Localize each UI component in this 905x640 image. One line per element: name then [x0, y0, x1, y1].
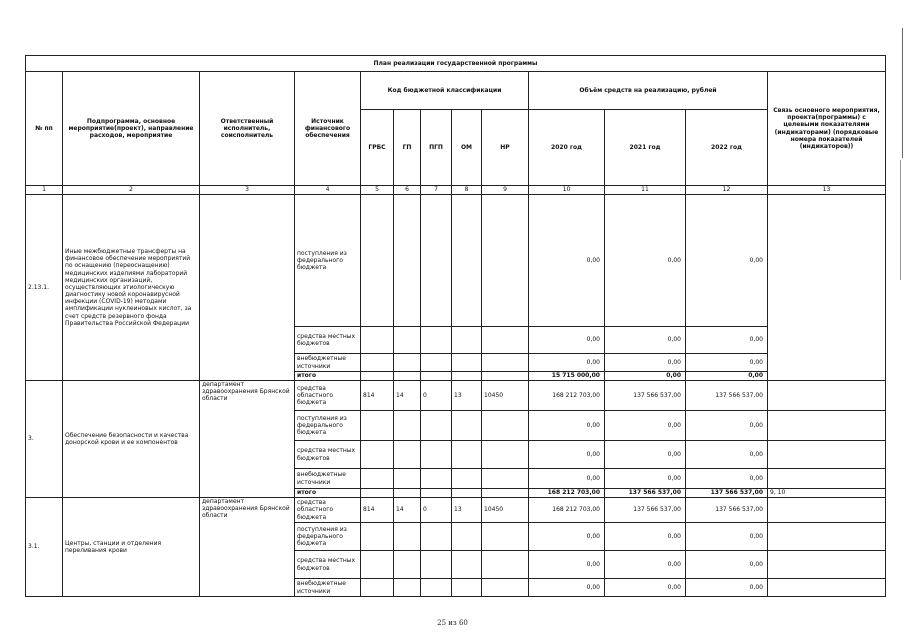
column-number: 3: [200, 186, 295, 195]
value-2020: 0,00: [529, 523, 605, 551]
total-2021: 137 566 537,00: [605, 489, 686, 498]
table-title: План реализации государственной программы: [26, 56, 886, 72]
source-cell: внебюджетные источники: [295, 469, 361, 489]
responsible-cell: департамент здравоохранения Брянской области: [200, 381, 295, 498]
total-label: итого: [295, 372, 361, 381]
scan-edge: [900, 160, 901, 280]
measure-name: Центры, станции и отделения переливания крови: [63, 498, 200, 597]
header-volume: Объём средств на реализацию, рублей: [529, 72, 768, 110]
header-gp: ГП: [394, 110, 421, 186]
om-cell: 13: [452, 381, 482, 411]
header-kbk: Код бюджетной классификации: [361, 72, 529, 110]
header-2021: 2021 год: [605, 110, 686, 186]
header-responsible: Ответственный исполнитель, соисполнитель: [200, 72, 295, 186]
value-2020: 0,00: [529, 441, 605, 469]
value-2021: 137 566 537,00: [605, 498, 686, 523]
nr-cell: 10450: [482, 498, 529, 523]
value-2021: 0,00: [605, 551, 686, 579]
total-2020: 15 715 000,00: [529, 372, 605, 381]
column-number: 7: [421, 186, 452, 195]
value-2022: 0,00: [686, 411, 768, 441]
column-number: 5: [361, 186, 394, 195]
value-2021: 0,00: [605, 441, 686, 469]
column-number: 10: [529, 186, 605, 195]
value-2022: 0,00: [686, 579, 768, 597]
source-cell: средства местных бюджетов: [295, 327, 361, 354]
value-2021: 0,00: [605, 354, 686, 372]
value-2020: 0,00: [529, 579, 605, 597]
value-2022: 0,00: [686, 469, 768, 489]
column-number: 1: [26, 186, 63, 195]
value-2021: 0,00: [605, 523, 686, 551]
value-2021: 0,00: [605, 469, 686, 489]
column-number: 11: [605, 186, 686, 195]
value-2022: 0,00: [686, 523, 768, 551]
om-cell: 13: [452, 498, 482, 523]
column-number: 2: [63, 186, 200, 195]
source-cell: внебюджетные источники: [295, 354, 361, 372]
plan-table: [25, 55, 886, 597]
value-2020: 0,00: [529, 469, 605, 489]
value-2020: 0,00: [529, 551, 605, 579]
source-cell: средства местных бюджетов: [295, 551, 361, 579]
header-num: № пп: [26, 72, 63, 186]
header-subprogram: Подпрограмма, основное мероприятие(проект), направление расходов, мероприятие: [63, 72, 200, 186]
value-2022: 137 566 537,00: [686, 381, 768, 411]
pgp-cell: 0: [421, 381, 452, 411]
value-2020: 0,00: [529, 195, 605, 327]
column-number: 6: [394, 186, 421, 195]
column-number: 8: [452, 186, 482, 195]
value-2022: 0,00: [686, 195, 768, 327]
grbs-cell: 814: [361, 498, 394, 523]
gp-cell: 14: [394, 381, 421, 411]
nr-cell: 10450: [482, 381, 529, 411]
header-pgp: ПГП: [421, 110, 452, 186]
column-number: 4: [295, 186, 361, 195]
source-cell: средства областного бюджета: [295, 498, 361, 523]
value-2021: 0,00: [605, 579, 686, 597]
value-2020: 0,00: [529, 411, 605, 441]
total-2022: 0,00: [686, 372, 768, 381]
value-2021: 0,00: [605, 327, 686, 354]
value-2022: 0,00: [686, 551, 768, 579]
responsible-cell: [200, 195, 295, 381]
measure-name: Иные межбюджетные трансферты на финансовое обеспечение мероприятий по оснащению (переоснащению) медицинских изделиями лабораторий медицинских организаций, осуществляющих этиологическую диагностику новой коронавирусной инфекции (COVID-19) методами амплификации нуклеиновых кислот, за счет средств резервного фонда Правительства Российской Федерации: [63, 195, 200, 381]
value-2021: 137 566 537,00: [605, 381, 686, 411]
value-2022: 0,00: [686, 441, 768, 469]
source-cell: поступления из федерального бюджета: [295, 523, 361, 551]
link-cell: [768, 498, 886, 523]
column-number: 12: [686, 186, 768, 195]
column-number: 13: [768, 186, 886, 195]
total-label: итого: [295, 489, 361, 498]
value-2020: 168 212 703,00: [529, 498, 605, 523]
header-2020: 2020 год: [529, 110, 605, 186]
link-cell: [768, 195, 886, 381]
total-2022: 137 566 537,00: [686, 489, 768, 498]
header-source: Источник финансового обеспечения: [295, 72, 361, 186]
row-number: 3.1.: [26, 498, 63, 597]
value-2020: 0,00: [529, 327, 605, 354]
value-2021: 0,00: [605, 195, 686, 327]
pgp-cell: 0: [421, 498, 452, 523]
page-number: 25 из 60: [437, 619, 468, 627]
source-cell: средства местных бюджетов: [295, 441, 361, 469]
source-cell: поступления из федерального бюджета: [295, 411, 361, 441]
source-cell: поступления из федерального бюджета: [295, 195, 361, 327]
value-2020: 0,00: [529, 354, 605, 372]
grbs-cell: 814: [361, 381, 394, 411]
link-cell: 9, 10: [768, 489, 886, 498]
value-2022: 0,00: [686, 354, 768, 372]
value-2022: 0,00: [686, 327, 768, 354]
header-om: ОМ: [452, 110, 482, 186]
total-2021: 0,00: [605, 372, 686, 381]
source-cell: внебюджетные источники: [295, 579, 361, 597]
header-2022: 2022 год: [686, 110, 768, 186]
row-number: 3.: [26, 381, 63, 498]
header-grbs: ГРБС: [361, 110, 394, 186]
header-link: Связь основного мероприятия, проекта(программы) с целевыми показателями (индикаторами) (порядковые номера показателей (индикаторов)): [768, 72, 886, 186]
scan-edge: [902, 28, 903, 158]
responsible-cell: департамент здравоохранения Брянской области: [200, 498, 295, 597]
gp-cell: 14: [394, 498, 421, 523]
value-2021: 0,00: [605, 411, 686, 441]
measure-name: Обеспечение безопасности и качества донорской крови и ее компонентов: [63, 381, 200, 498]
row-number: 2.13.1.: [26, 195, 63, 381]
header-nr: НР: [482, 110, 529, 186]
value-2020: 168 212 703,00: [529, 381, 605, 411]
value-2022: 137 566 537,00: [686, 498, 768, 523]
link-cell: [768, 381, 886, 411]
column-number: 9: [482, 186, 529, 195]
source-cell: средства областного бюджета: [295, 381, 361, 411]
total-2020: 168 212 703,00: [529, 489, 605, 498]
